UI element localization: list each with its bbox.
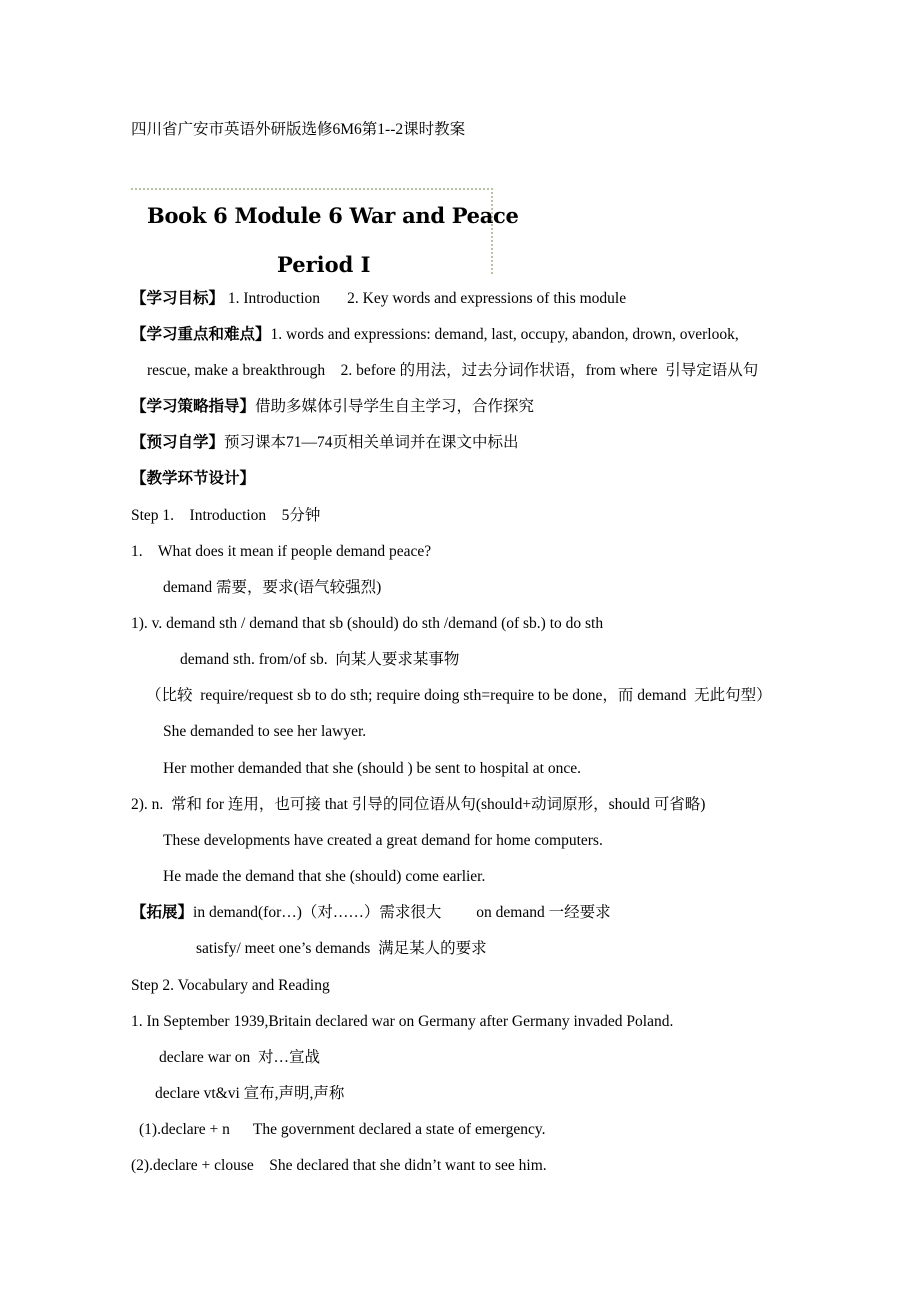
line-text: She demanded to see her lawyer. [163, 723, 367, 740]
title-banner [131, 188, 519, 277]
line-text: demand sth. from/of sb. 向某人要求某事物 [180, 651, 460, 668]
line-text: (1).declare + n The government declared a state of emergency. [139, 1121, 546, 1138]
text-line [131, 433, 519, 453]
line-text: These developments have created a great demand for home computers. [163, 832, 603, 849]
text-line [131, 614, 603, 634]
text-line [131, 1156, 547, 1176]
text-line [163, 867, 485, 887]
text-line [131, 469, 255, 489]
text-line [180, 650, 459, 670]
text-line [131, 1012, 673, 1032]
page-heading: 四川省广安市英语外研版选修6M6第1--2课时教案 [131, 121, 466, 138]
text-line [131, 976, 330, 996]
text-line [159, 1048, 320, 1068]
banner-period: Period I [277, 252, 371, 277]
text-line [163, 722, 366, 742]
section-label: 【拓展】 [131, 904, 194, 921]
line-text: declare war on 对…宣战 [159, 1049, 320, 1066]
line-text: 1. Introduction 2. Key words and expressions of this module [224, 290, 627, 307]
section-label: 【学习策略指导】 [131, 398, 256, 415]
text-line [131, 795, 705, 815]
line-text: 借助多媒体引导学生自主学习，合作探究 [255, 398, 535, 415]
text-line [196, 939, 487, 959]
banner-title: Book 6 Module 6 War and Peace [147, 203, 519, 228]
line-text: demand 需要，要求(语气较强烈) [163, 579, 382, 596]
text-line [146, 686, 772, 706]
line-text: 1. What does it mean if people demand peace? [131, 543, 432, 560]
section-label: 【教学环节设计】 [131, 470, 256, 487]
line-text: He made the demand that she (should) come earlier. [163, 868, 486, 885]
line-text: 预习课本71—74页相关单词并在课文中标出 [224, 434, 519, 451]
text-line [163, 831, 603, 851]
text-line [131, 903, 611, 923]
line-text: in demand(for…)（对……）需求很大 on demand 一经要求 [193, 904, 611, 921]
line-text: Step 1. Introduction 5分钟 [131, 507, 321, 524]
line-text: declare vt&vi 宣布,声明,声称 [155, 1085, 345, 1102]
section-label: 【学习目标】 [131, 290, 225, 307]
line-text: 2). n. 常和 for 连用，也可接 that 引导的同位语从句(should+动词原形，should 可省略) [131, 796, 706, 813]
line-text: 1. In September 1939,Britain declared war on Germany after Germany invaded Poland. [131, 1013, 674, 1030]
text-line [147, 361, 758, 381]
section-label: 【预习自学】 [131, 434, 225, 451]
text-line [131, 506, 320, 526]
line-text: Her mother demanded that she (should ) be sent to hospital at once. [163, 760, 581, 777]
text-line [131, 542, 431, 562]
text-line [131, 325, 739, 345]
text-line [131, 289, 626, 309]
line-text: Step 2. Vocabulary and Reading [131, 977, 330, 994]
text-line [163, 759, 581, 779]
line-text: rescue, make a breakthrough 2. before 的用法，过去分词作状语，from where 引导定语从句 [147, 362, 759, 379]
text-line [139, 1120, 546, 1140]
text-line [155, 1084, 344, 1104]
text-line [131, 397, 534, 417]
line-text: satisfy/ meet one’s demands 满足某人的要求 [196, 940, 487, 957]
text-line [163, 578, 381, 598]
line-text: 1. words and expressions: demand, last, occupy, abandon, drown, overlook, [270, 326, 739, 343]
section-label: 【学习重点和难点】 [131, 326, 271, 343]
line-text: (2).declare + clouse She declared that she didn’t want to see him. [131, 1157, 547, 1174]
line-text: 1). v. demand sth / demand that sb (should) do sth /demand (of sb.) to do sth [131, 615, 604, 632]
line-text: （比较 require/request sb to do sth; require doing sth=require to be done，而 demand 无此句型） [146, 687, 772, 704]
